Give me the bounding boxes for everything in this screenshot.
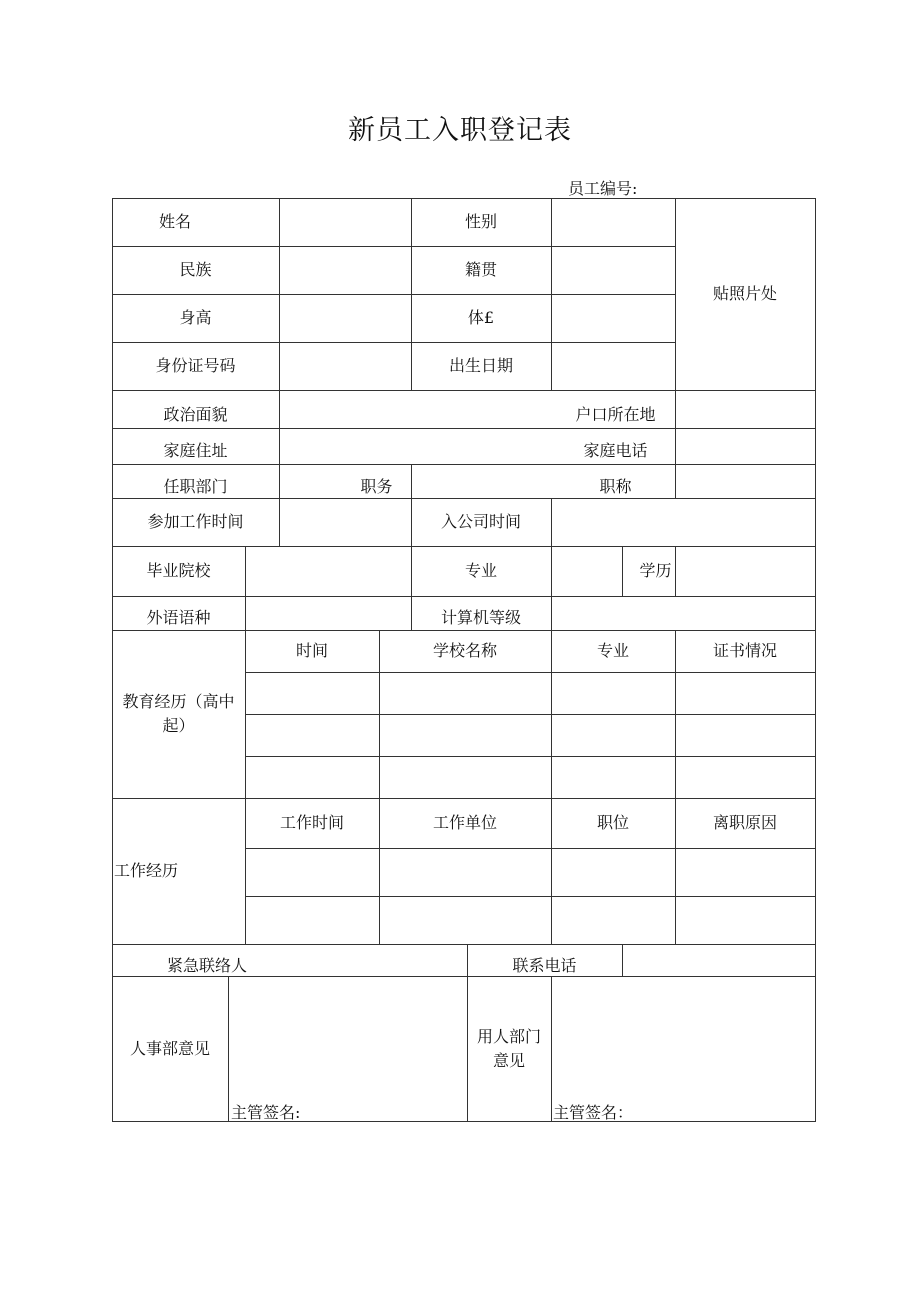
work-row-input[interactable] (246, 897, 815, 944)
field-gender[interactable] (552, 199, 675, 246)
label-work-start-time: 参加工作时间 (147, 512, 244, 531)
label-computer-level: 计算机等级 (440, 608, 521, 627)
label-dept-opinion: 用人部门意见 (476, 1027, 541, 1070)
field-political-status[interactable] (280, 391, 556, 428)
field-emergency-phone[interactable] (623, 945, 815, 976)
label-emergency-contact: 紧急联络人 (166, 956, 247, 975)
edu-row-input[interactable] (246, 715, 815, 756)
grid-line (815, 198, 816, 1122)
field-id-number[interactable] (280, 343, 411, 390)
field-dept-opinion[interactable] (552, 977, 815, 1097)
label-weight: 体£ (467, 308, 495, 327)
label-hr-opinion: 人事部意见 (129, 1039, 210, 1058)
label-work-history: 工作经历 (114, 861, 179, 880)
label-home-address: 家庭住址 (163, 441, 228, 460)
edu-col-major: 专业 (596, 641, 629, 660)
field-emergency-contact[interactable] (302, 945, 467, 976)
field-home-address[interactable] (280, 429, 556, 464)
label-ethnicity: 民族 (179, 260, 212, 279)
field-work-start-time[interactable] (280, 499, 411, 546)
label-foreign-language: 外语语种 (146, 608, 211, 627)
label-title-rank: 职称 (599, 477, 632, 496)
label-emergency-phone: 联系电话 (512, 956, 577, 975)
label-birth-date: 出生日期 (448, 356, 513, 375)
grid-line (279, 464, 280, 498)
edu-col-certificate: 证书情况 (712, 641, 777, 660)
label-hukou-location: 户口所在地 (575, 405, 656, 424)
label-duty: 职务 (360, 477, 393, 496)
field-graduate-school[interactable] (246, 547, 411, 596)
field-ethnicity[interactable] (280, 247, 411, 294)
field-hr-opinion[interactable] (229, 977, 467, 1097)
field-weight[interactable] (552, 295, 675, 342)
field-birth-date[interactable] (552, 343, 675, 390)
label-gender: 性别 (464, 212, 497, 231)
work-col-time: 工作时间 (279, 813, 344, 832)
edu-row-input[interactable] (246, 673, 815, 714)
field-major[interactable] (552, 547, 622, 596)
photo-area[interactable]: 贴照片处 (712, 284, 777, 303)
edu-row-input[interactable] (246, 757, 815, 798)
field-join-company-time[interactable] (552, 499, 815, 546)
field-duty[interactable] (412, 465, 556, 498)
grid-line (622, 546, 623, 596)
label-join-company-time: 入公司时间 (440, 512, 521, 531)
work-row-input[interactable] (246, 849, 815, 896)
page-title: 新员工入职登记表 (348, 115, 572, 146)
work-col-position: 职位 (596, 813, 629, 832)
edu-col-time: 时间 (295, 641, 328, 660)
label-department: 任职部门 (163, 477, 228, 496)
label-height: 身高 (179, 308, 212, 327)
employee-number-label: 员工编号: (568, 179, 638, 198)
field-title-rank[interactable] (676, 465, 815, 498)
label-education-level: 学历 (639, 561, 672, 580)
work-col-employer: 工作单位 (432, 813, 497, 832)
field-education-level[interactable] (676, 547, 815, 596)
field-computer-level[interactable] (552, 597, 815, 630)
label-graduate-school: 毕业院校 (146, 561, 211, 580)
work-col-leave-reason: 离职原因 (712, 813, 777, 832)
hr-signature-label: 主管签名: (231, 1103, 301, 1122)
label-name: 姓名 (158, 212, 191, 231)
field-home-phone[interactable] (676, 429, 815, 464)
field-name[interactable] (280, 199, 411, 246)
field-native-place[interactable] (552, 247, 675, 294)
dept-signature-label: 主管签名： (553, 1103, 634, 1122)
field-hukou-location[interactable] (676, 391, 815, 428)
field-foreign-language[interactable] (246, 597, 411, 630)
label-political-status: 政治面貌 (163, 405, 228, 424)
label-major: 专业 (464, 561, 497, 580)
label-home-phone: 家庭电话 (583, 441, 648, 460)
label-id-number: 身份证号码 (155, 356, 236, 375)
label-education-history: 教育经历（高中起） (122, 692, 235, 735)
edu-col-school: 学校名称 (432, 641, 497, 660)
field-height[interactable] (280, 295, 411, 342)
label-native-place: 籍贯 (464, 260, 497, 279)
